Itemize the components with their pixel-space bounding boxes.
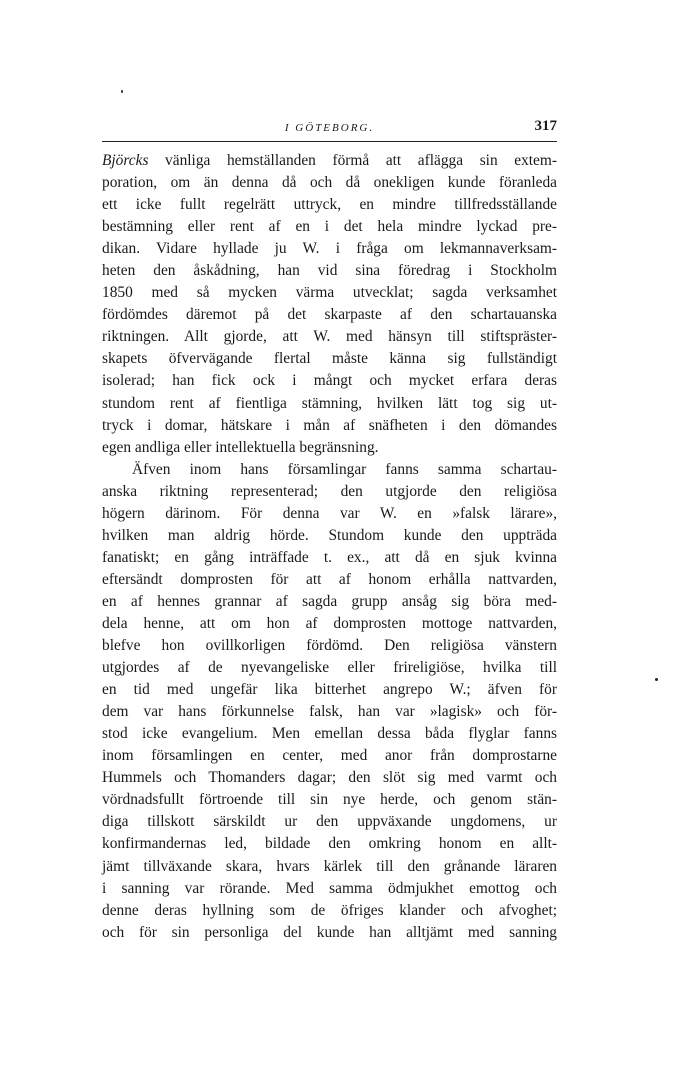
text-line: blefve hon ovillkorligen fördömd. Den religiösa vänstern <box>102 637 557 655</box>
text-line: egen andliga eller intellektuella begränsning. <box>102 438 379 456</box>
text-line: jämt tillväxande skara, hvars kärlek till den grånande läraren <box>102 857 557 875</box>
text-line: diga tillskott särskildt ur den uppväxande ungdomens, ur <box>102 813 557 831</box>
text-line: Äfven inom hans församlingar fanns samma schartau- <box>132 460 557 478</box>
text-line: utgjordes af de nyevangeliske eller frireligiöse, hvilka till <box>102 659 557 677</box>
text-line: anska riktning representerad; den utgjorde den religiösa <box>102 482 557 500</box>
text-line: och för sin personliga del kunde han alltjämt med sanning <box>102 923 557 941</box>
text-line: isolerad; han fick ock i mångt och mycket erfara deras <box>102 372 557 390</box>
print-speck <box>655 678 658 681</box>
text-line: stod icke evangelium. Men emellan dessa båda flyglar fanns <box>102 725 557 743</box>
text-line: Hummels och Thomanders dagar; den slöt sig med varmt och <box>102 769 557 787</box>
text-line: tryck i domar, hätskare i mån af snäfheten i den dömandes <box>102 416 557 434</box>
text-line: heten den åskådning, han vid sina föredrag i Stockholm <box>102 262 557 280</box>
text-line: inom församlingen en center, med anor från domprostarne <box>102 747 557 765</box>
text-line: fanatiskt; en gång inträffade t. ex., att då en sjuk kvinna <box>102 548 557 566</box>
body-text <box>102 150 557 944</box>
text-line: ett icke fullt regelrätt uttryck, en mindre tillfredsställande <box>102 196 557 214</box>
text-line: Björcks vänliga hemställanden förmå att aflägga sin extem- <box>102 152 557 169</box>
text-line: riktningen. Allt gjorde, att W. med hänsyn till stiftspräster- <box>102 328 557 346</box>
text-line: denne deras hyllning som de öfriges klander och afvoghet; <box>102 901 557 919</box>
header-rule <box>102 141 557 142</box>
text-line: vördnadsfullt förtroende till sin nye herde, och genom stän- <box>102 791 557 809</box>
text-line: högern därinom. För denna var W. en »falsk lärare», <box>102 504 557 522</box>
text-line: poration, om än denna då och då onekligen kunde föranleda <box>102 174 557 192</box>
text-line: skapets öfvervägande flertal måste känna sig fullständigt <box>102 350 557 368</box>
text-line: en af hennes grannar af sagda grupp ansåg sig böra med- <box>102 592 557 610</box>
print-speck <box>121 90 123 93</box>
text-line: stundom rent af fientliga stämning, hvilken lätt tog sig ut- <box>102 394 557 412</box>
page-number: 317 <box>534 118 557 134</box>
italic-name: Björcks <box>102 152 149 169</box>
text-line: i sanning var rörande. Med samma ödmjukhet emottog och <box>102 879 557 897</box>
text-line: 1850 med så mycken värma utvecklat; sagda verksamhet <box>102 284 557 302</box>
running-head: I GÖTEBORG. <box>284 122 375 134</box>
page-header <box>102 118 557 140</box>
text-line: eftersändt domprosten för att af honom erhålla nattvarden, <box>102 570 557 588</box>
text-line: dela henne, att om hon af domprosten mottoge nattvarden, <box>102 614 557 632</box>
text-line: konfirmandernas led, bildade den omkring honom en allt- <box>102 835 557 853</box>
text-line: dikan. Vidare hyllade ju W. i fråga om lekmannaverksam- <box>102 240 557 258</box>
text-line: hvilken man aldrig hörde. Stundom kunde den uppträda <box>102 526 557 544</box>
text-line: dem var hans förkunnelse falsk, han var »lagisk» och för- <box>102 703 557 721</box>
text-line: bestämning eller rent af en i det hela mindre lyckad pre- <box>102 218 557 236</box>
text-line: fördömdes däremot på det skarpaste af den schartauanska <box>102 306 557 324</box>
text-line: en tid med ungefär lika bitterhet angrepo W.; äfven för <box>102 681 557 699</box>
